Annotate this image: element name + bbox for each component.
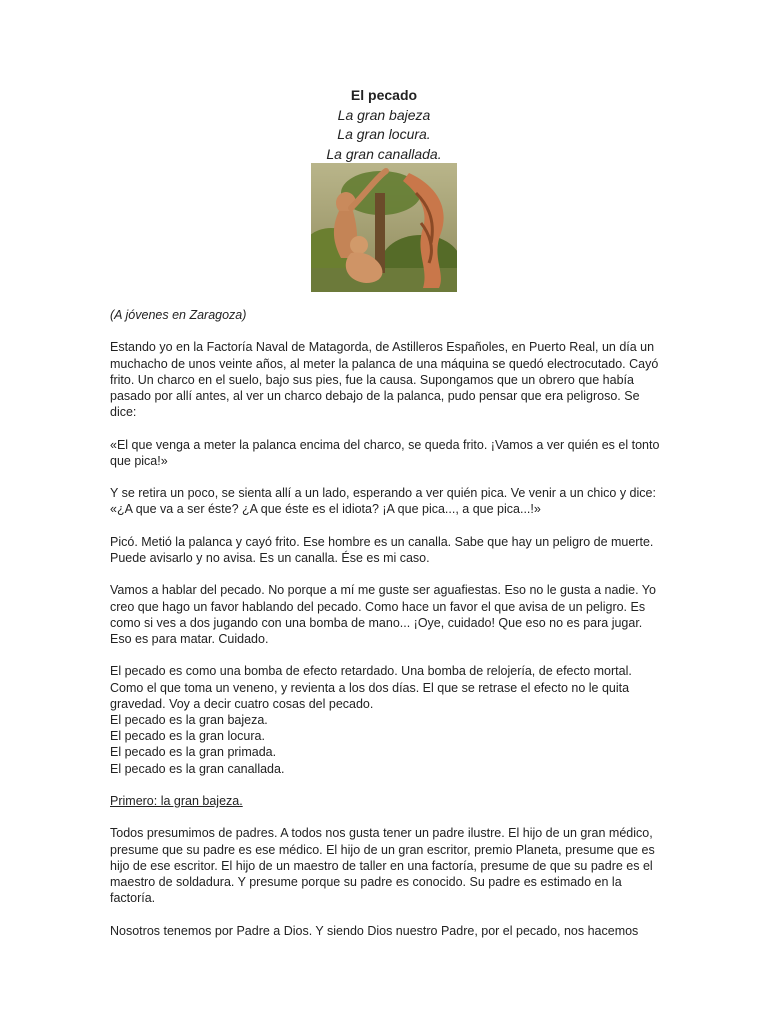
fall-of-man-fresco-icon (311, 163, 457, 292)
paragraph-2: «El que venga a meter la palanca encima del charco, se queda frito. ¡Vamos a ver quién es el tonto que pica!» (110, 437, 660, 468)
paragraph-1: Estando yo en la Factoría Naval de Matagorda, de Astilleros Españoles, en Puerto Real, un día un muchacho de unos veinte años, al meter la palanca de una máquina se quedó electrocutado. Cayó frito. Un charco en el suelo, bajo sus pies, fue la causa. Supongamos que un obrero que había pasado por allí antes, al ver un charco debajo de la palanca, pudo pensar que era peligroso. Se dice: (110, 340, 659, 420)
paragraph-6-block (110, 663, 660, 776)
subtitle-line-2: La gran locura. (337, 126, 431, 142)
paragraph-3: Y se retira un poco, se sienta allí a un lado, esperando a ver quién pica. Ve venir a un chico y dice: «¿A que va a ser éste? ¿A que éste es el idiota? ¡A que pica..., a que pica...!» (110, 486, 656, 517)
paragraph-7: Todos presumimos de padres. A todos nos gusta tener un padre ilustre. El hijo de un gran médico, presume que su padre es ese médico. El hijo de un gran escritor, premio Planeta, presume que es hijo de ese escritor. El hijo de un maestro de taller en una factoría, presume de que su padre es el maestro de soldadura. Y presume porque su padre es conocido. Su padre es estimado en la factoría. (110, 826, 655, 906)
paragraph-5: Vamos a hablar del pecado. No porque a mí me guste ser aguafiestas. Eso no le gusta a nadie. Yo creo que hago un favor hablando del pecado. Como hace un favor el que avisa de un peligro. Es como si ves a dos jugando con una bomba de mano... ¡Oye, cuidado! Que eso no es para jugar. Eso es para matar. Cuidado. (110, 583, 656, 646)
list-item: El pecado es la gran canallada. (110, 761, 285, 776)
subtitle-line-3: La gran canallada. (326, 145, 442, 162)
document-body (110, 307, 660, 955)
list-item: El pecado es la gran primada. (110, 745, 277, 760)
subtitle-line-1: La gran bajeza (337, 106, 431, 123)
section-heading-1 (110, 793, 660, 809)
title-block (0, 86, 768, 164)
paragraph-6: El pecado es como una bomba de efecto retardado. Una bomba de relojería, de efecto mortal. Como el que toma un veneno, y revienta a los dos días. El que se retrase el efecto no le quita gravedad. Voy a decir cuatro cosas del pecado. (110, 664, 632, 711)
section-heading-text: Primero: la gran bajeza. (110, 793, 243, 808)
page-title: El pecado (350, 87, 418, 103)
dedication: (A jóvenes en Zaragoza) (110, 308, 247, 322)
list-item: El pecado es la gran locura. (110, 729, 265, 744)
list-item: El pecado es la gran bajeza. (110, 712, 268, 727)
paragraph-8: Nosotros tenemos por Padre a Dios. Y siendo Dios nuestro Padre, por el pecado, nos hacemos (110, 923, 639, 938)
paragraph-4: Picó. Metió la palanca y cayó frito. Ese hombre es un canalla. Sabe que hay un peligro de muerte. Puede avisarlo y no avisa. Es un canalla. Ése es mi caso. (110, 534, 654, 565)
